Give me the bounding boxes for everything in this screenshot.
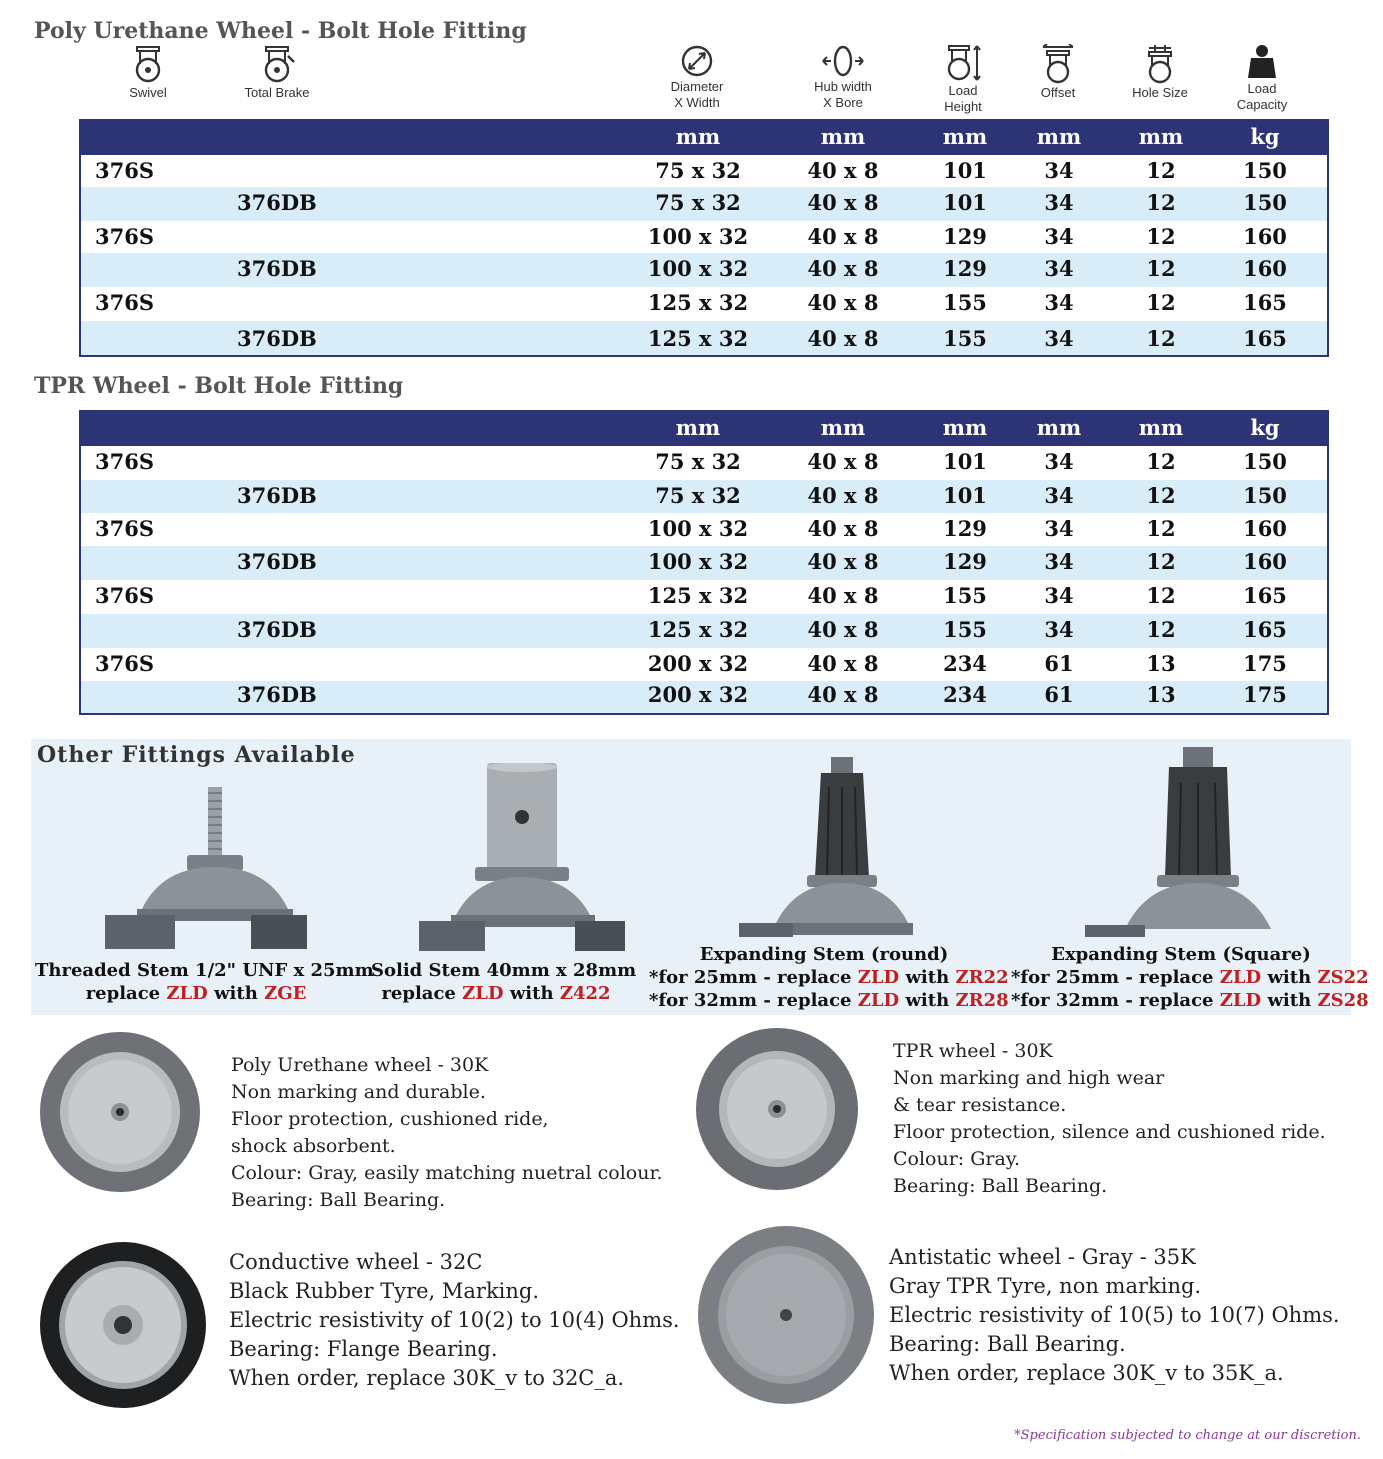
icon-col-hole-size [1105, 44, 1215, 100]
cell-hub: 40 x 8 [807, 290, 879, 315]
table-header [81, 412, 1327, 446]
icon-label-load-height-1: Load [948, 83, 978, 98]
conductive-wheel-image [38, 1240, 208, 1410]
cell-diameter: 100 x 32 [647, 224, 749, 249]
model-376s: 376S [95, 290, 155, 315]
icon-label-hub-1: Hub width [814, 79, 872, 94]
cell-hole-size: 12 [1146, 483, 1176, 508]
cell-offset: 34 [1044, 158, 1074, 183]
antistatic-wheel-image [696, 1224, 876, 1406]
cell-hub: 40 x 8 [807, 190, 879, 215]
specification-footnote: *Specification subjected to change at our discretion. [1014, 1428, 1361, 1443]
cell-load-capacity: 150 [1243, 158, 1287, 183]
threaded-stem-image [101, 783, 311, 953]
cell-hole-size: 13 [1146, 651, 1176, 676]
icon-label-load-height-2: Height [944, 99, 982, 114]
table-row [81, 321, 1327, 355]
icon-label-diameter-2: X Width [674, 95, 720, 110]
cell-load-height: 155 [943, 583, 987, 608]
unit-offset: mm [1036, 124, 1082, 149]
cell-diameter: 125 x 32 [647, 326, 749, 351]
model-376db: 376DB [237, 326, 317, 351]
spec-table-poly-urethane [79, 119, 1329, 357]
model-376s: 376S [95, 158, 155, 183]
cell-load-capacity: 160 [1243, 516, 1287, 541]
cell-offset: 34 [1044, 583, 1074, 608]
cell-hole-size: 12 [1146, 256, 1176, 281]
cell-hub: 40 x 8 [807, 483, 879, 508]
model-376db: 376DB [237, 682, 317, 707]
offset-icon [1039, 44, 1077, 84]
section-title-tpr: TPR Wheel - Bolt Hole Fitting [34, 373, 404, 399]
cell-hole-size: 12 [1146, 449, 1176, 474]
model-376s: 376S [95, 516, 155, 541]
expanding-stem-round-image [735, 757, 945, 937]
antistatic-wheel-description: Antistatic wheel - Gray - 35K Gray TPR Tyre, non marking. Electric resistivity of 10(5) to 10(7) Ohms. Bearing: Ball Bearing. When order, replace 30K_v to 35K_a. [889, 1245, 1340, 1385]
cell-hub: 40 x 8 [807, 651, 879, 676]
threaded-stem-caption: Threaded Stem 1/2" UNF x 25mm replace ZLD with ZGE [35, 960, 374, 1004]
cell-diameter: 75 x 32 [655, 483, 741, 508]
cell-offset: 61 [1044, 651, 1074, 676]
other-fittings-title: Other Fittings Available [37, 742, 356, 768]
icon-label-hole-size: Hole Size [1132, 85, 1188, 100]
cell-load-capacity: 175 [1243, 651, 1287, 676]
icon-col-load-capacity [1207, 44, 1317, 112]
icon-label-load-capacity-2: Capacity [1236, 97, 1288, 112]
unit-load-height: mm [942, 124, 988, 149]
icon-col-swivel [93, 44, 203, 100]
cell-diameter: 125 x 32 [647, 290, 749, 315]
cell-offset: 34 [1044, 516, 1074, 541]
cell-hub: 40 x 8 [807, 158, 879, 183]
model-376db: 376DB [237, 549, 317, 574]
cell-diameter: 75 x 32 [655, 449, 741, 474]
model-376db: 376DB [237, 617, 317, 642]
cell-load-height: 129 [943, 516, 987, 541]
cell-hub: 40 x 8 [807, 326, 879, 351]
table-row [81, 614, 1327, 648]
cell-offset: 34 [1044, 256, 1074, 281]
diameter-icon [680, 44, 714, 78]
expanding-stem-square-image [1085, 747, 1295, 937]
cell-load-capacity: 160 [1243, 256, 1287, 281]
table-row [81, 287, 1327, 321]
cell-load-capacity: 165 [1243, 326, 1287, 351]
cell-load-height: 155 [943, 326, 987, 351]
tpr-wheel-description: TPR wheel - 30K Non marking and high wear & tear resistance. Floor protection, silence and cushioned ride. Colour: Gray. Bearing: Ball Bearing. [893, 1040, 1326, 1197]
icon-label-load-capacity-1: Load [1247, 81, 1277, 96]
cell-hole-size: 12 [1146, 158, 1176, 183]
cell-hole-size: 12 [1146, 516, 1176, 541]
cell-diameter: 75 x 32 [655, 158, 741, 183]
load-capacity-icon [1247, 44, 1277, 80]
cell-load-height: 129 [943, 549, 987, 574]
cell-load-height: 101 [943, 190, 987, 215]
cell-load-capacity: 165 [1243, 583, 1287, 608]
icon-label-offset: Offset [1040, 85, 1076, 100]
table-row [81, 446, 1327, 480]
cell-offset: 34 [1044, 449, 1074, 474]
cell-diameter: 200 x 32 [647, 651, 749, 676]
load-height-icon [943, 44, 983, 82]
cell-hub: 40 x 8 [807, 256, 879, 281]
icon-col-hub-width [788, 44, 898, 110]
model-376db: 376DB [237, 190, 317, 215]
cell-offset: 34 [1044, 617, 1074, 642]
spec-table-tpr [79, 410, 1329, 715]
model-376s: 376S [95, 449, 155, 474]
cell-hole-size: 12 [1146, 190, 1176, 215]
total-brake-icon [258, 44, 296, 84]
cell-load-capacity: 165 [1243, 617, 1287, 642]
cell-load-capacity: 150 [1243, 190, 1287, 215]
hole-size-icon [1141, 44, 1179, 84]
table-row [81, 546, 1327, 580]
expanding-stem-square-caption: Expanding Stem (Square) *for 25mm - replace ZLD with ZS22 *for 32mm - replace ZLD with ZS28 [1011, 944, 1369, 1011]
cell-offset: 34 [1044, 483, 1074, 508]
icon-col-offset [1003, 44, 1113, 100]
cell-diameter: 100 x 32 [647, 256, 749, 281]
expanding-stem-round-caption: Expanding Stem (round) *for 25mm - replace ZLD with ZR22 *for 32mm - replace ZLD with ZR28 [649, 944, 1009, 1011]
unit-load: kg [1250, 124, 1280, 149]
unit-load: kg [1250, 415, 1280, 440]
table-row [81, 221, 1327, 253]
cell-load-height: 129 [943, 224, 987, 249]
cell-load-height: 101 [943, 158, 987, 183]
cell-load-height: 155 [943, 617, 987, 642]
cell-offset: 34 [1044, 549, 1074, 574]
cell-load-capacity: 160 [1243, 549, 1287, 574]
cell-load-capacity: 165 [1243, 290, 1287, 315]
cell-hub: 40 x 8 [807, 583, 879, 608]
cell-load-height: 101 [943, 449, 987, 474]
cell-offset: 34 [1044, 326, 1074, 351]
poly-urethane-wheel-description: Poly Urethane wheel - 30K Non marking and durable. Floor protection, cushioned ride, shock absorbent. Colour: Gray, easily matching nuetral colour. Bearing: Ball Bearing. [231, 1054, 663, 1211]
solid-stem-image [419, 763, 629, 953]
table-row [81, 513, 1327, 546]
poly-urethane-wheel-image [38, 1030, 202, 1194]
cell-hole-size: 12 [1146, 224, 1176, 249]
unit-hole: mm [1138, 124, 1184, 149]
model-376s: 376S [95, 651, 155, 676]
other-fittings-panel [31, 739, 1369, 1015]
table-row [81, 187, 1327, 221]
model-376s: 376S [95, 224, 155, 249]
cell-offset: 61 [1044, 682, 1074, 707]
unit-hub: mm [820, 124, 866, 149]
cell-offset: 34 [1044, 224, 1074, 249]
cell-diameter: 100 x 32 [647, 516, 749, 541]
cell-load-capacity: 160 [1243, 224, 1287, 249]
icon-col-total-brake [222, 44, 332, 100]
icon-col-load-height [908, 44, 1018, 114]
cell-hub: 40 x 8 [807, 449, 879, 474]
unit-diameter: mm [675, 124, 721, 149]
table-row [81, 480, 1327, 513]
tpr-wheel-image [694, 1026, 860, 1192]
table-row [81, 580, 1327, 614]
conductive-wheel-description: Conductive wheel - 32C Black Rubber Tyre, Marking. Electric resistivity of 10(2) to 10(4) Ohms. Bearing: Flange Bearing. When order, replace 30K_v to 32C_a. [229, 1250, 680, 1390]
icon-label-hub-2: X Bore [823, 95, 863, 110]
cell-hub: 40 x 8 [807, 516, 879, 541]
cell-diameter: 125 x 32 [647, 583, 749, 608]
cell-hole-size: 12 [1146, 290, 1176, 315]
table-row [81, 253, 1327, 287]
section-title-poly-urethane: Poly Urethane Wheel - Bolt Hole Fitting [34, 18, 527, 44]
cell-hub: 40 x 8 [807, 224, 879, 249]
cell-hub: 40 x 8 [807, 617, 879, 642]
cell-load-capacity: 150 [1243, 483, 1287, 508]
cell-load-height: 155 [943, 290, 987, 315]
cell-load-capacity: 150 [1243, 449, 1287, 474]
table-row [81, 681, 1327, 713]
cell-hub: 40 x 8 [807, 549, 879, 574]
cell-offset: 34 [1044, 190, 1074, 215]
hub-width-icon [821, 44, 865, 78]
table-row [81, 648, 1327, 681]
cell-hole-size: 12 [1146, 326, 1176, 351]
cell-load-capacity: 175 [1243, 682, 1287, 707]
cell-diameter: 100 x 32 [647, 549, 749, 574]
model-376db: 376DB [237, 256, 317, 281]
cell-diameter: 200 x 32 [647, 682, 749, 707]
icon-label-diameter-1: Diameter [670, 79, 724, 94]
cell-hub: 40 x 8 [807, 682, 879, 707]
swivel-icon [131, 44, 165, 84]
model-376s: 376S [95, 583, 155, 608]
cell-hole-size: 12 [1146, 617, 1176, 642]
cell-load-height: 234 [943, 682, 987, 707]
cell-load-height: 234 [943, 651, 987, 676]
solid-stem-caption: Solid Stem 40mm x 28mm replace ZLD with Z422 [371, 960, 637, 1004]
icon-label-total-brake: Total Brake [244, 85, 310, 100]
icon-col-diameter [642, 44, 752, 110]
cell-diameter: 125 x 32 [647, 617, 749, 642]
unit-hole: mm [1138, 415, 1184, 440]
unit-offset: mm [1036, 415, 1082, 440]
cell-hole-size: 12 [1146, 583, 1176, 608]
cell-hole-size: 12 [1146, 549, 1176, 574]
cell-offset: 34 [1044, 290, 1074, 315]
cell-diameter: 75 x 32 [655, 190, 741, 215]
model-376db: 376DB [237, 483, 317, 508]
unit-hub: mm [820, 415, 866, 440]
table-row [81, 155, 1327, 187]
table-header [81, 121, 1327, 155]
cell-load-height: 101 [943, 483, 987, 508]
unit-diameter: mm [675, 415, 721, 440]
cell-load-height: 129 [943, 256, 987, 281]
icon-label-swivel: Swivel [129, 85, 167, 100]
unit-load-height: mm [942, 415, 988, 440]
cell-hole-size: 13 [1146, 682, 1176, 707]
